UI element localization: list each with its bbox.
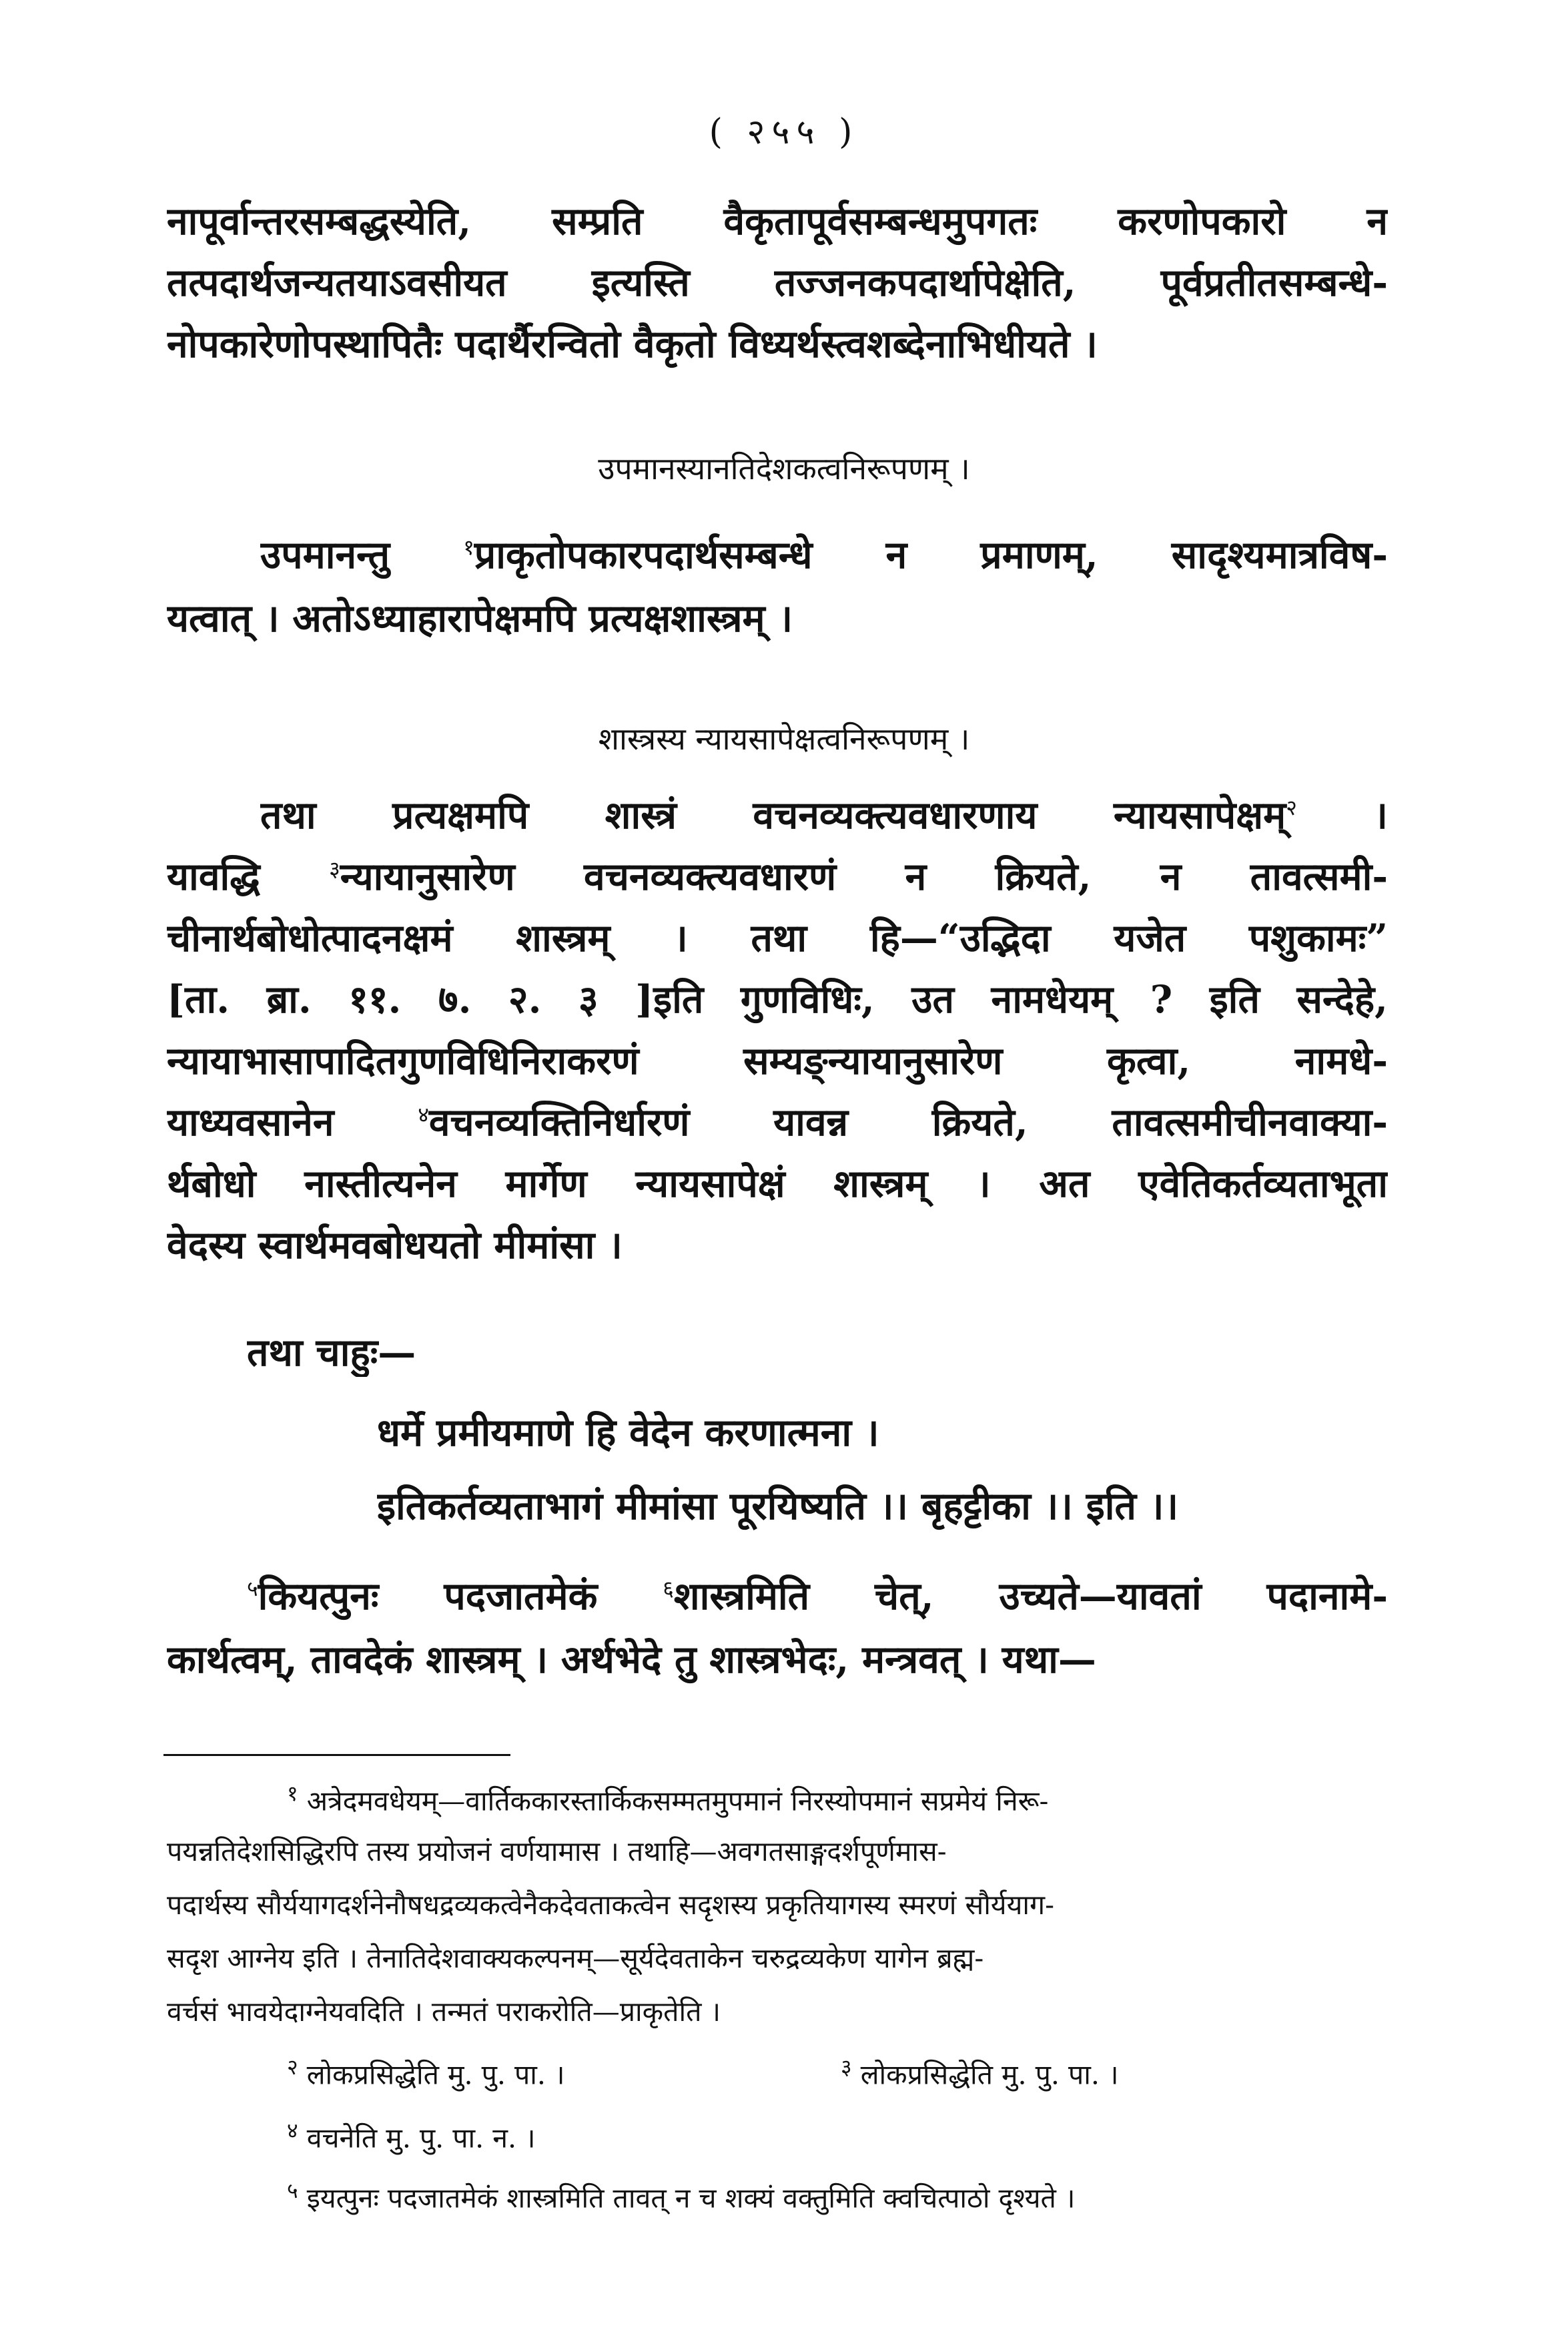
verse-line: धर्मे प्रमीयमाणे हि वेदेन करणात्मना । [377,1410,879,1455]
text-run: यावद्धि [167,854,330,899]
section-heading: उपमानस्यानतिदेशकत्वनिरूपणम् । [598,451,970,487]
text-run: न्यायानुसारेण वचनव्यक्त्यवधारणं न क्रियते, न तावत्समी- [340,854,1388,899]
footnote-text: अत्रेदमवधेयम्—वार्तिककारस्तार्किकसम्मतमुपमानं निरस्योपमानं सप्रमेयं निरू- [306,1785,1049,1817]
footnote-number: ५ [287,2178,298,2203]
footnote-line [287,2052,754,2093]
text-run: कार्थत्वम्, तावदेकं शास्त्रम् । अर्थभेदे तु शास्त्रभेदः, मन्त्रवत् । यथा— [167,1637,1096,1682]
footnote-marker: ५ [247,1576,258,1601]
body-line [167,972,1388,1024]
body-line [167,1217,1388,1269]
footnote-text: वचनेति मु. पु. पा. न. । [306,2122,536,2154]
section-heading: शास्त्रस्य न्यायसापेक्षत्वनिरूपणम् । [598,721,970,757]
footnote-line [841,2052,1375,2093]
body-line [247,1568,1388,1621]
footnote-text: लोकप्रसिद्धेति मु. पु. पा. । [306,2058,565,2091]
text-run: वेदस्य स्वार्थमवबोधयतो मीमांसा । [167,1223,623,1267]
footnote-line [287,2116,954,2156]
footnote-marker: ६ [663,1576,674,1601]
text-run: [ता. ब्रा. ११. ७. २. ३ ]इति गुणविधिः, उत नामधेयम् ? इति सन्देहे, [167,977,1388,1022]
footnote-line: सदृश आग्नेय इति । तेनातिदेशवाक्यकल्पनम्—सूर्यदेवताकेन चरुद्रव्यकेण यागेन ब्रह्म- [167,1942,984,1974]
footnote-line: पयन्नतिदेशसिद्धिरपि तस्य प्रयोजनं वर्णयामास । तथाहि—अवगतसाङ्गदर्शपूर्णमास- [167,1835,947,1867]
footnote-text: इयत्पुनः पदजातमेकं शास्त्रमिति तावत् न च शक्यं वक्तुमिति क्वचित्पाठो दृश्यते । [306,2182,1076,2215]
body-line [167,591,1388,643]
text-run: यत्वात् । अतोऽध्याहारापेक्षमपि प्रत्यक्षशास्त्रम् । [167,596,793,641]
body-line [167,1632,1388,1684]
text-run: चीनार्थबोधोत्पादनक्षमं शास्त्रम् । तथा हि—“उद्भिदा यजेत पशुकामः” [167,916,1388,960]
footnote-number: २ [287,2054,298,2080]
text-run: न्यायाभासापादितगुणविधिनिराकरणं सम्यङ्न्यायानुसारेण कृत्वा, नामधे- [167,1039,1388,1083]
body-line: तत्पदार्थजन्यतयाऽवसीयत इत्यस्ति तज्जनकपदार्थापेक्षेति, पूर्वप्रतीतसम्बन्धे- [167,260,1388,305]
body-line [167,1156,1388,1208]
text-run: उपमानन्तु [260,533,464,577]
body-line [167,1033,1388,1085]
body-line: नोपकारेणोपस्थापितैः पदार्थैरन्वितो वैकृतो विध्यर्थस्त्वशब्देनाभिधीयते । [167,322,1098,366]
footnote-marker: ४ [418,1102,429,1127]
body-line [167,849,1388,901]
footnote-divider [163,1754,510,1756]
body-line [260,788,1388,840]
text-run: । [1296,793,1388,838]
footnote-marker: ३ [329,856,340,882]
footnote-number: ४ [287,2118,298,2143]
page-number: ( २५५ ) [709,112,859,152]
text-run: प्राकृतोपकारपदार्थसम्बन्धे न प्रमाणम्, सादृश्यमात्रविष- [474,533,1388,577]
text-run: याध्यवसानेन [167,1100,418,1145]
footnote-marker: १ [463,535,474,560]
text-run: र्थबोधो नास्तीत्यनेन मार्गेण न्यायसापेक्षं शास्त्रम् । अत एवेतिकर्तव्यताभूता [167,1161,1388,1206]
footnote-number: १ [287,1781,298,1806]
footnote-line [287,1779,1381,1819]
text-run: तथा प्रत्यक्षमपि शास्त्रं वचनव्यक्त्यवधारणाय न्यायसापेक्षम् [260,793,1286,838]
footnote-number: ३ [841,2054,852,2080]
text-run: शास्त्रमिति चेत्, उच्यते—यावतां पदानामे- [673,1574,1388,1619]
footnote-text: लोकप्रसिद्धेति मु. पु. पा. । [860,2058,1119,2091]
footnote-line [287,2176,1388,2217]
body-line [167,910,1388,962]
quote-intro: तथा चाहुः— [247,1330,416,1375]
body-line [167,1095,1388,1147]
footnote-marker: २ [1286,795,1297,820]
footnote-line: वर्चसं भावयेदाग्नेयवदिति । तन्मतं पराकरोति—प्राकृतेति । [167,1996,721,2028]
verse-line: इतिकर्तव्यताभागं मीमांसा पूरयिष्यति ।। बृहट्टीका ।। इति ।। [377,1484,1179,1528]
body-line [260,527,1388,579]
text-run: कियत्पुनः पदजातमेकं [258,1574,663,1619]
footnote-line: पदार्थस्य सौर्ययागदर्शनेनौषधद्रव्यकत्वेनैकदेवताकत्वेन सदृशस्य प्रकृतियागस्य स्मरणं सौर्ययाग- [167,1889,1054,1921]
body-line: नापूर्वान्तरसम्बद्धस्येति, सम्प्रति वैकृतापूर्वसम्बन्धमुपगतः करणोपकारो न [167,199,1388,244]
text-run: वचनव्यक्तिनिर्धारणं यावन्न क्रियते, तावत्समीचीनवाक्या- [428,1100,1388,1145]
